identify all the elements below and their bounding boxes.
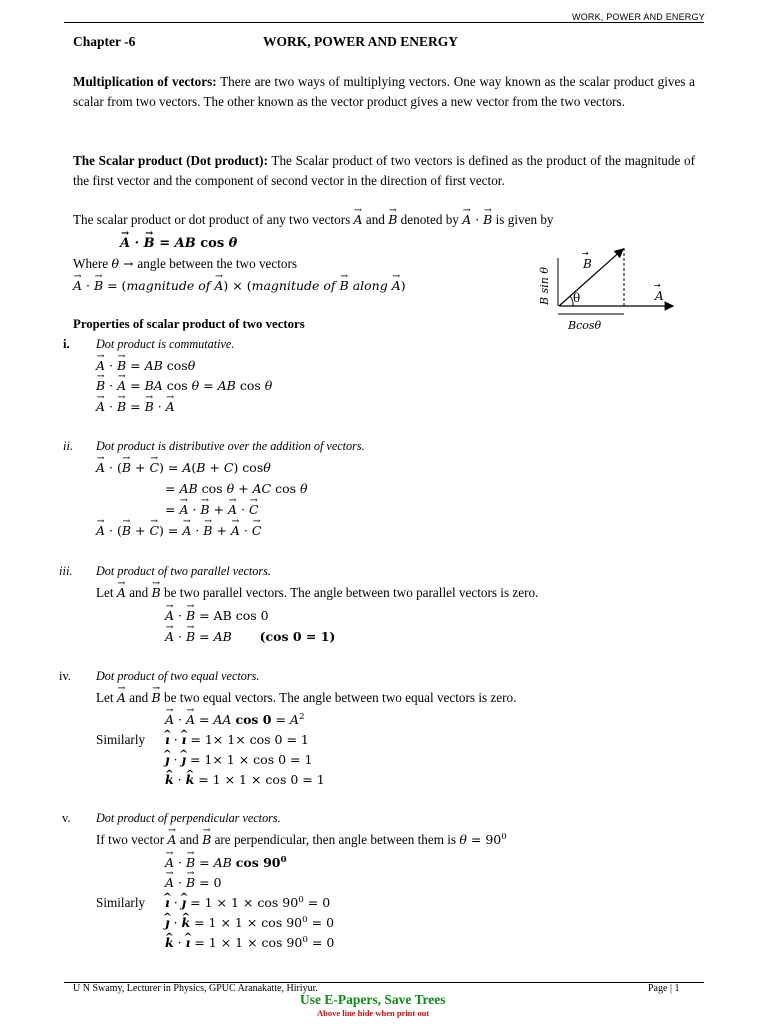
prop5-text-1: If two vector: [96, 832, 168, 848]
intro-paragraph: [73, 72, 695, 112]
prop1-eq3: → A · → B = → B · → A: [96, 399, 175, 414]
prop3-text-1: Let: [96, 585, 117, 600]
prop5-similarly: Similarly: [96, 895, 146, 910]
prop4-eq1: → A · → A = AA $\cos 0 = A^2$: [165, 712, 305, 727]
prop4-eq3: ^ ȷ · ^ ȷ = 1× 1 × cos 0 = 1: [165, 752, 312, 767]
prop3-eq2: → A · → B = AB (cos 0 = 1): [165, 629, 335, 644]
label-bcos: Bcosθ: [568, 319, 602, 332]
prop5-title: Dot product of perpendicular vectors.: [96, 811, 281, 825]
intro-text: There are two ways of multiplying vectors. One way known as the scalar product gives a scalar from two vectors. The other known as the vector product gives a new vector from the two vectors.: [73, 74, 695, 109]
prop2-eq2: = AB cos θ + AC cos θ: [165, 481, 308, 496]
header-rule: [64, 22, 704, 23]
prop5-numeral: v.: [62, 811, 71, 825]
prop2-eq4: → A · (→ B + → C) = → A · → B + → A · → C: [96, 523, 261, 538]
footer-page-number: Page | 1: [648, 983, 680, 994]
prop3-text-3: be two parallel vectors. The angle between two parallel vectors is zero.: [160, 585, 539, 600]
prop5-text: If two vector → A and → B are perpendicular, then angle between them is $\theta = 90^0$: [96, 832, 507, 848]
prop1-title: Dot product is commutative.: [96, 337, 235, 351]
footer-slogan: Use E-Papers, Save Trees: [300, 992, 446, 1007]
label-theta: θ: [573, 291, 581, 305]
prop3-eq1: → A · → B = AB cos 0: [165, 608, 269, 623]
magnitude-formula: → A · → B = (magnitude of → A) × (magnitude of → B along → A): [73, 278, 406, 293]
where-text-1: Where: [73, 256, 112, 271]
prop4-eq4: ^ k · ^ k = 1 × 1 × cos 0 = 1: [165, 772, 325, 787]
vector-projection-figure: [535, 238, 685, 333]
prop2-numeral: ii.: [63, 439, 74, 453]
prop5-eq1: → A · → B = AB $\cos 90^0$: [165, 855, 287, 870]
prop4-eq2: ^ ı · ^ ı = 1× 1× cos 0 = 1: [165, 732, 309, 747]
prop4-text: Let → A and → B be two equal vectors. The angle between two equal vectors is zero.: [96, 690, 516, 706]
definition-line: The scalar product or dot product of any two vectors → A and → B denoted by → A · → B is given by: [73, 212, 554, 228]
chapter-label: Chapter -6: [73, 34, 136, 49]
prop3-text: Let → A and → B be two parallel vectors. The angle between two parallel vectors is zero.: [96, 585, 538, 601]
prop1-eq1: → A · → B = AB cosθ: [96, 358, 195, 373]
label-b: B: [583, 257, 592, 271]
footer-note: Above line hide when print out: [317, 1008, 430, 1018]
definition-text-1: The scalar product or dot product of any two vectors: [73, 212, 354, 227]
magnitude-text-1: magnitude of: [126, 278, 215, 293]
prop2-title: Dot product is distributive over the addition of vectors.: [96, 439, 365, 453]
prop5-eq4: ^ ȷ · ^ $k = 1 \times 1 \times \cos 90^0 = 0$: [165, 915, 334, 930]
prop2-eq1: → A · (→ B + → C) = A(B + C) cosθ: [96, 460, 271, 475]
definition-text-4: is given by: [492, 212, 554, 227]
intro-heading: Multiplication of vectors:: [73, 74, 217, 89]
main-formula: → A · → B = AB cos θ: [120, 236, 237, 251]
prop3-title: Dot product of two parallel vectors.: [96, 564, 271, 578]
prop4-title: Dot product of two equal vectors.: [96, 669, 260, 683]
magnitude-text-2: magnitude of: [251, 278, 340, 293]
prop2-eq3: = → A · → B + → A · → C: [165, 502, 259, 517]
label-bsin: B sin θ: [538, 267, 551, 305]
prop3-numeral: iii.: [59, 564, 73, 578]
label-a: A: [655, 289, 664, 303]
prop3-text-2: and: [125, 585, 152, 600]
prop4-similarly: Similarly: [96, 732, 146, 747]
label-a-arrow: →: [654, 281, 661, 290]
definition-text-3: denoted by: [397, 212, 463, 227]
prop1-eq2: → B · → A = BA cos θ = AB cos θ: [96, 378, 272, 393]
prop5-text-3: are perpendicular, then angle between them is: [211, 832, 460, 848]
definition-text-2: and: [362, 212, 389, 227]
prop1-numeral: i.: [63, 337, 70, 351]
prop5-eq2: → A · → B = 0: [165, 875, 222, 890]
properties-heading: Properties of scalar product of two vectors: [73, 317, 305, 331]
running-header: WORK, POWER AND ENERGY: [572, 12, 705, 22]
where-text-2: angle between the two vectors: [137, 256, 298, 271]
prop5-text-2: and: [176, 832, 203, 848]
prop5-eq3: ^ ı · ^ ȷ = $1 \times 1 \times \cos 90^0 = 0$: [165, 895, 330, 910]
scalar-text: The Scalar product of two vectors is defined as the product of the magnitude of the first vector and the component of second vector in the direction of first vector.: [73, 153, 695, 188]
scalar-heading: The Scalar product (Dot product):: [73, 153, 268, 168]
page-title: WORK, POWER AND ENERGY: [263, 34, 459, 49]
prop5-eq5: ^ k · ^ ı = $1 \times 1 \times \cos 90^0 = 0$: [165, 935, 334, 950]
scalar-paragraph: [73, 151, 695, 191]
footer-author: U N Swamy, Lecturer in Physics, GPUC Aranakatte, Hiriyur.: [73, 983, 318, 994]
label-b-arrow: →: [582, 249, 589, 258]
where-line: Where θ → angle between the two vectors: [73, 256, 298, 271]
along-text: along: [348, 278, 392, 293]
prop4-numeral: iv.: [59, 669, 72, 683]
prop4-text-1: Let: [96, 690, 117, 705]
prop4-text-3: be two equal vectors. The angle between two equal vectors is zero.: [160, 690, 517, 705]
prop4-text-2: and: [125, 690, 152, 705]
